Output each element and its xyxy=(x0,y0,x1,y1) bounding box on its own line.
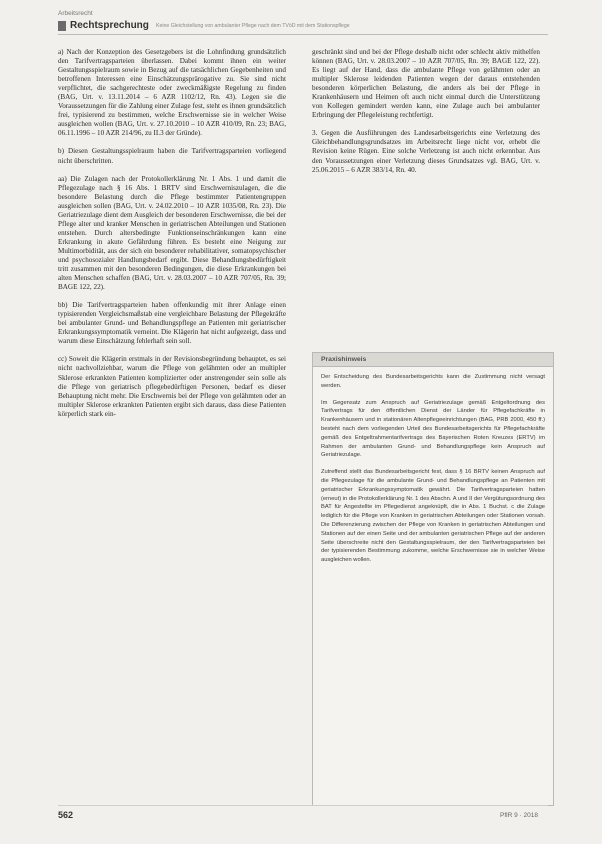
left-column xyxy=(58,48,286,428)
page-number: 562 xyxy=(58,810,74,820)
header-title: Rechtsprechung xyxy=(70,20,149,31)
practice-paragraph: Der Entscheidung des Bundesarbeitsgerichts kann die Zustimmung nicht versagt werden. xyxy=(321,374,545,389)
paragraph: geschränkt sind und bei der Pflege deshalb nicht oder schlecht aktiv mithelfen können (BAG, Urt. v. 28.03.2007 – 10 AZR 707/05, Rn. 39; BAGE 122, 22). Es liegt auf der Hand, dass die ambulante Pflege von gelähmten oder an multipler Sklerose leidenden Patienten wegen der daraus entstehenden besonderen körperlichen Belastung, die anders als bei der Pflege in Krankenhäusern und Heimen oft auch nicht einmal durch die Unterstützung von Kollegen gemindert werden kann, eine Zulage auch bei ambulanter Erbringung der Pflegeleistung rechtfertigt. xyxy=(312,48,540,120)
section-label: Arbeitsrecht xyxy=(58,10,93,17)
practice-paragraph: Zutreffend stellt das Bundesarbeitsgericht fest, dass § 16 BRTV keinen Anspruch auf die Pflegezulage für die ambulante Grund- und Behandlungspflege an Patienten mit geriatrischer Erkrankungssymptomatik gewährt. Die Tarifvertragsparteien hatten (erneut) in die Protokollerklärung Nr. 1 des Abschn. A und II der Vergütungsordnung des BAT für Angestellte im Pflegedienst angeknüpft, die in Abs. 1 Buchst. c die Zulage lediglich für die Pflege von Kranken in geriatrischen Abteilungen oder Stationen vorsah. Die Differenzierung zwischen der Pflege von Kranken in geriatrischen Abteilungen und Stationen auf der einen Seite und der ambulanten geriatrischen Pflege auf der anderen Seite überschreite nicht den Gestaltungsspielraum, der den Tarifvertragsparteien bei der typisierenden Bestimmung zukomme, welche Erschwernisse sie in welcher Weise ausgleichen wollen. xyxy=(321,469,545,564)
practice-paragraph: Im Gegensatz zum Anspruch auf Geriatriezulage gemäß Entgeltordnung des Tarifvertrags für den öffentlichen Dienst der Länder für Pflegefachkräfte in Krankenhäusern und in stationären Altenpflegeeinrichtungen (BAG, PRB 2000, 450 ff.) besteht nach dem vorliegenden Urteil des Bundesarbeitsgerichts für Pflegefachkräfte gemäß des Entgeltrahmentarifvertrags des Bayerischen Roten Kreuzes (ERTV) im Rahmen der ambulanten Grund- und Behandlungspflege kein Anspruch auf Geriatriezulage. xyxy=(321,399,545,459)
running-header xyxy=(58,20,548,35)
practice-note-box xyxy=(312,352,554,806)
practice-note-body xyxy=(313,367,553,565)
footer-rule xyxy=(58,805,548,806)
right-column xyxy=(312,48,540,184)
paragraph: 3. Gegen die Ausführungen des Landesarbeitsgerichts eine Verletzung des Gleichbehandlungsgrundsatzes im Arbeitsrecht liege nicht vor, erhebt die Revision keine Rügen. Eine solche Verletzung ist auch nicht erkennbar. Aus den Voraussetzungen einer Verletzung dieses Grundsatzes vgl. BAG, Urt. v. 25.06.2015 – 6 AZR 383/14, Rn. 40. xyxy=(312,129,540,174)
paragraph: a) Nach der Konzeption des Gesetzgebers ist die Lohnfindung grundsätzlich den Tarifvertragsparteien überlassen. Dabei kommt ihnen ein weiter Gestaltungsspielraum sowie in Bezug auf die tatsächlichen Gegebenheiten und betroffenen Interessen eine Einschätzungsprärogative zu. Sie sind nicht verpflichtet, die sachgerechteste oder zweckmäßigste Regelung zu finden (BAG, Urt. v. 13.11.2014 – 6 AZR 1102/12, Rn. 43). Legen sie die Voraussetzungen für die Zahlung einer Zulage fest, steht es ihnen grundsätzlich frei, typisierend zu bestimmen, welche Erschwernisse sie in welcher Weise ausgleichen wollen (BAG, Urt. v. 27.10.2010 – 10 AZR 410/09, Rn. 23; BAG, 06.11.1996 – 10 AZR 214/96, zu II.3 der Gründe). xyxy=(58,48,286,138)
header-marker xyxy=(58,21,66,31)
practice-note-heading: Praxishinweis xyxy=(313,353,553,367)
header-subtitle: Keine Gleichstellung von ambulanter Pflege nach dem TVöD mit dem Stationspflege xyxy=(156,23,350,29)
journal-citation: PflR 9 · 2018 xyxy=(500,812,538,819)
paragraph: aa) Die Zulagen nach der Protokollerklärung Nr. 1 Abs. 1 und damit die Pflegezulage nach § 16 Abs. 1 BRTV sind Erschwerniszulagen, die die besondere Belastung durch die Pflege bestimmter Patientengruppen ausgleichen sollen (BAG, Urt. v. 24.02.2010 – 10 AZR 1035/08, Rn. 23). Die Geriatriezulage dient dem Ausgleich der besonderen Erschwernisse, die bei der Pflege alter und kranker Menschen in geriatrischen Abteilungen und Stationen entstehen. Durch altersbedingte Funktionseinschränkungen kann eine Erkrankung in akute Gefährdung führen. Es besteht eine Neigung zur Multimorbidität, aus der sich ein besonderer rehabilitativer, somatopsychischer und psychosozialer Handlungsbedarf ergibt. Diese Behandlungsbedürftigkeit tritt zusammen mit den besonderen Bedingungen, die diese Erkrankungen bei alten Menschen schaffen (BAG, Urt. v. 28.03.2007 – 10 AZR 707/05, Rn. 39; BAGE 122, 22). xyxy=(58,174,286,292)
paragraph: bb) Die Tarifvertragsparteien haben offenkundig mit ihrer Anlage einen typisierenden Vergleichsmaßstab eine vergleichbare Belastung der Pflegekräfte bei ambulanter Grund- und Behandlungspflege an Patienten mit geriatrischer Erkrankungssymptomatik verneint. Die Klägerin hat nicht aufgezeigt, dass und warum diese Einschätzung fehlerhaft sein soll. xyxy=(58,301,286,346)
paragraph: b) Diesen Gestaltungsspielraum haben die Tarifvertragsparteien vorliegend nicht überschritten. xyxy=(58,147,286,165)
paragraph: cc) Soweit die Klägerin erstmals in der Revisionsbegründung behauptet, es sei nicht nachvollziehbar, warum die Pflege von gelähmten oder an multipler Sklerose erkrankten Patienten komplizierter oder anstrengender sein solle als die Pflege von geriatrisch pflegebedürftigen Personen, bedarf es dieser Behauptung nicht mehr. Die Erschwernis bei der Pflege von gelähmten oder an multipler Sklerose erkrankten Patienten ergibt sich daraus, dass diese Patienten körperlich stark ein- xyxy=(58,355,286,418)
